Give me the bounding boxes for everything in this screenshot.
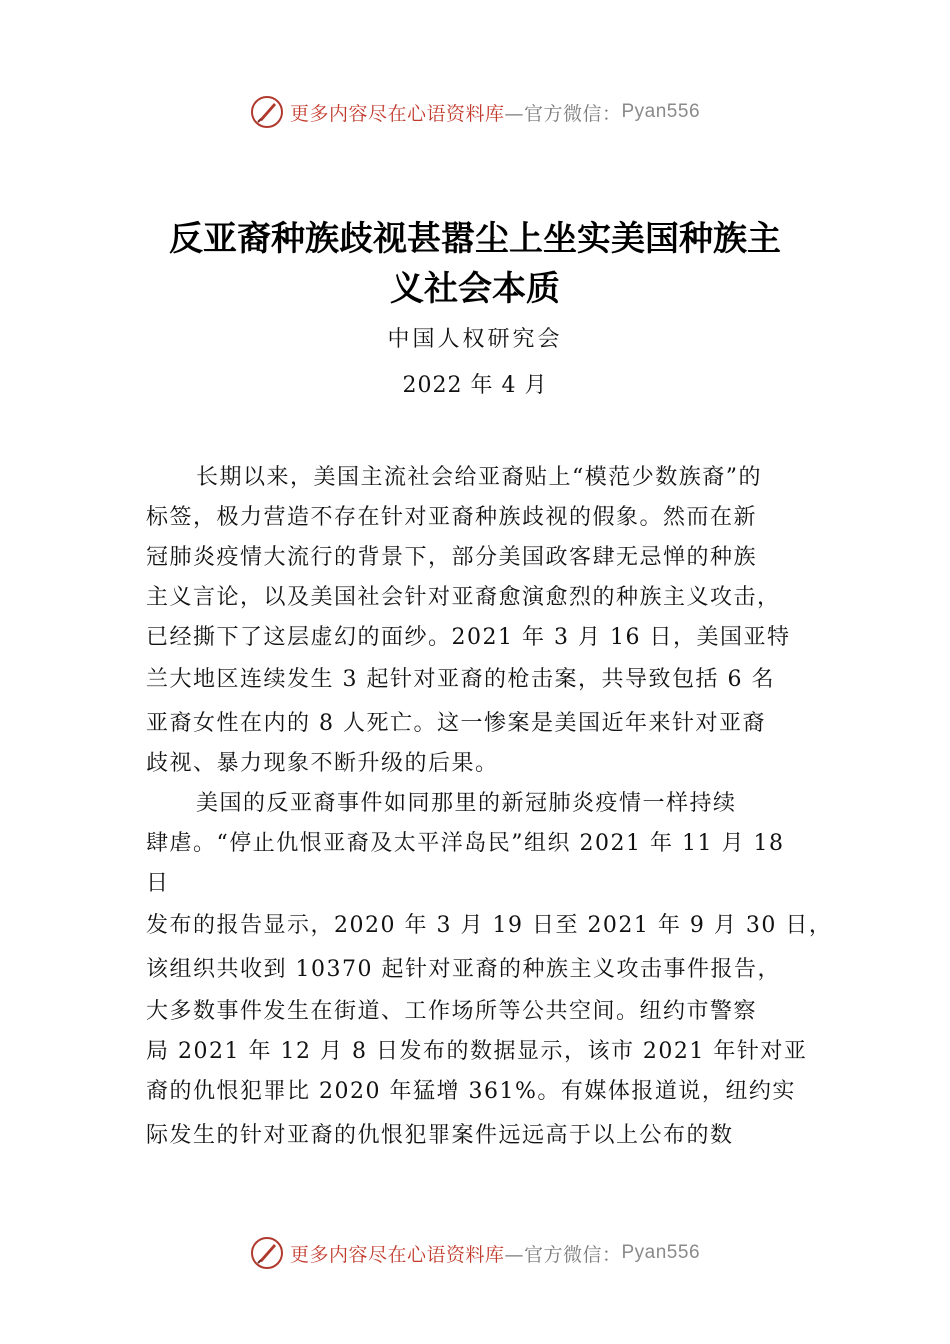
document-title — [140, 214, 810, 314]
watermark-wechat-label: —官方微信： — [504, 1243, 622, 1266]
body-line: 发布的报告显示，2020 年 3 月 19 日至 2021 年 9 月 30 日， — [146, 913, 833, 938]
body-line: 长期以来，美国主流社会给亚裔贴上“模范少数族裔”的 — [196, 465, 762, 490]
body-line: 局 2021 年 12 月 8 日发布的数据显示，该市 2021 年针对亚 — [146, 1039, 808, 1064]
document-date: 2022 年 4 月 — [402, 373, 548, 398]
watermark-account: Pyan556 — [621, 1242, 701, 1263]
footer-watermark — [0, 1233, 950, 1273]
body-line: 兰大地区连续发生 3 起针对亚裔的枪击案，共导致包括 6 名 — [146, 667, 775, 692]
quill-logo-icon — [250, 95, 284, 129]
watermark-brand-text: 更多内容尽在心语资料库 — [289, 1243, 505, 1266]
watermark-wechat-label: —官方微信： — [504, 102, 622, 125]
body-line: 大多数事件发生在街道、工作场所等公共空间。纽约市警察 — [146, 999, 758, 1024]
watermark-brand-text: 更多内容尽在心语资料库 — [289, 102, 505, 125]
body-line: 际发生的针对亚裔的仇恨犯罪案件远远高于以上公布的数 — [146, 1123, 734, 1148]
watermark-account: Pyan556 — [621, 101, 701, 122]
body-line: 已经撕下了这层虚幻的面纱。2021 年 3 月 16 日，美国亚特 — [146, 625, 791, 650]
body-line: 亚裔女性在内的 8 人死亡。这一惨案是美国近年来针对亚裔 — [146, 711, 766, 736]
body-line: 冠肺炎疫情大流行的背景下，部分美国政客肆无忌惮的种族 — [146, 545, 758, 570]
body-line: 主义言论，以及美国社会针对亚裔愈演愈烈的种族主义攻击， — [146, 585, 781, 610]
body-line: 日 — [146, 871, 170, 896]
body-line: 肆虐。“停止仇恨亚裔及太平洋岛民”组织 2021 年 11 月 18 — [146, 831, 785, 856]
body-line: 美国的反亚裔事件如同那里的新冠肺炎疫情一样持续 — [196, 791, 737, 816]
title-line-2: 义社会本质 — [390, 269, 560, 309]
header-watermark — [0, 92, 950, 132]
document-author: 中国人权研究会 — [387, 327, 563, 352]
title-line-1: 反亚裔种族歧视甚嚣尘上坐实美国种族主 — [169, 219, 781, 259]
quill-logo-icon — [250, 1236, 284, 1270]
body-line: 该组织共收到 10370 起针对亚裔的种族主义攻击事件报告， — [146, 957, 781, 982]
body-line: 裔的仇恨犯罪比 2020 年猛增 361%。有媒体报道说，纽约实 — [146, 1079, 796, 1104]
body-line: 标签，极力营造不存在针对亚裔种族歧视的假象。然而在新 — [146, 505, 758, 530]
body-line: 歧视、暴力现象不断升级的后果。 — [146, 751, 499, 776]
